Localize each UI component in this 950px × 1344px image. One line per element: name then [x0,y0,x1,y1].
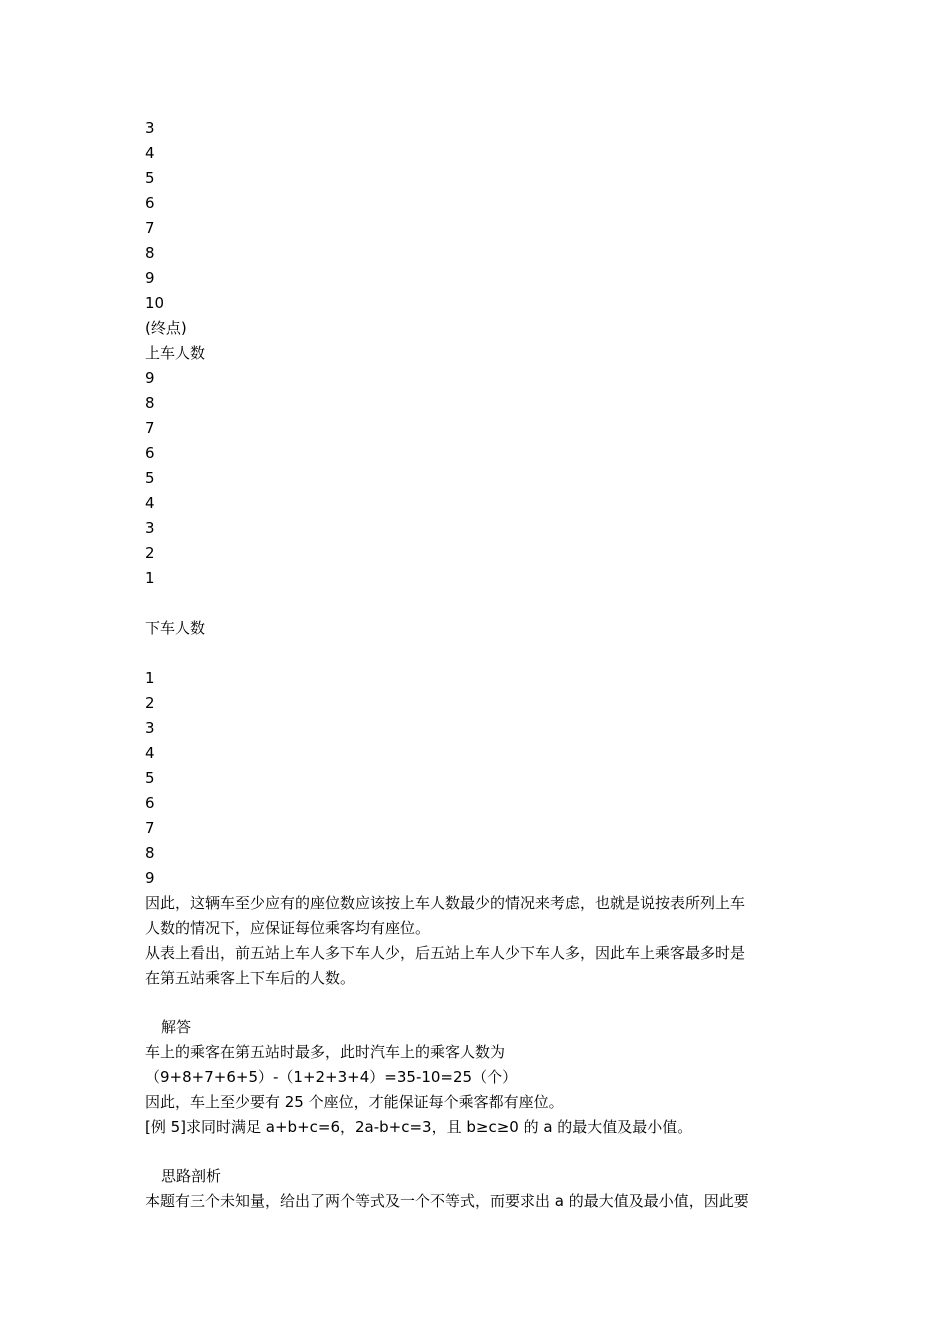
answer-line: 因此，车上至少要有 25 个座位，才能保证每个乘客都有座位。 [145,1093,564,1111]
analysis-line: 在第五站乘客上下车后的人数。 [145,969,356,987]
station-number: 6 [145,194,155,212]
alighting-value: 9 [145,869,155,887]
analysis-line: 从表上看出，前五站上车人多下车人少，后五站上车人少下车人多，因此车上乘客最多时是 [145,944,746,962]
boarding-value: 2 [145,544,155,562]
example-problem: [例 5]求同时满足 a+b+c=6，2a-b+c=3，且 b≥c≥0 的 a 的最大值及最小值。 [145,1118,693,1136]
station-number: 3 [145,119,155,137]
station-terminal: (终点) [145,319,187,337]
boarding-header: 上车人数 [145,344,206,362]
boarding-value: 3 [145,519,155,537]
station-number: 10 [145,294,165,312]
thinking-line: 本题有三个未知量，给出了两个等式及一个不等式，而要求出 a 的最大值及最小值，因此要 [145,1192,749,1210]
boarding-value: 4 [145,494,155,512]
alighting-value: 4 [145,744,155,762]
station-number: 5 [145,169,155,187]
alighting-value: 7 [145,819,155,837]
alighting-header: 下车人数 [145,619,206,637]
boarding-value: 6 [145,444,155,462]
station-number: 7 [145,219,155,237]
analysis-line: 人数的情况下，应保证每位乘客均有座位。 [145,919,431,937]
boarding-value: 9 [145,369,155,387]
station-number: 9 [145,269,155,287]
answer-line: 车上的乘客在第五站时最多，此时汽车上的乘客人数为 [145,1043,506,1061]
boarding-value: 5 [145,469,155,487]
boarding-value: 7 [145,419,155,437]
analysis-line: 因此，这辆车至少应有的座位数应该按上车人数最少的情况来考虑，也就是说按表所列上车 [145,894,746,912]
alighting-value: 2 [145,694,155,712]
alighting-value: 8 [145,844,155,862]
alighting-value: 1 [145,669,155,687]
answer-line: （9+8+7+6+5）-（1+2+3+4）=35-10=25（个） [145,1068,518,1086]
boarding-value: 8 [145,394,155,412]
alighting-value: 6 [145,794,155,812]
alighting-value: 3 [145,719,155,737]
boarding-value: 1 [145,569,155,587]
thinking-heading: 思路剖析 [161,1167,222,1185]
answer-heading: 解答 [161,1018,192,1036]
station-number: 8 [145,244,155,262]
alighting-value: 5 [145,769,155,787]
station-number: 4 [145,144,155,162]
